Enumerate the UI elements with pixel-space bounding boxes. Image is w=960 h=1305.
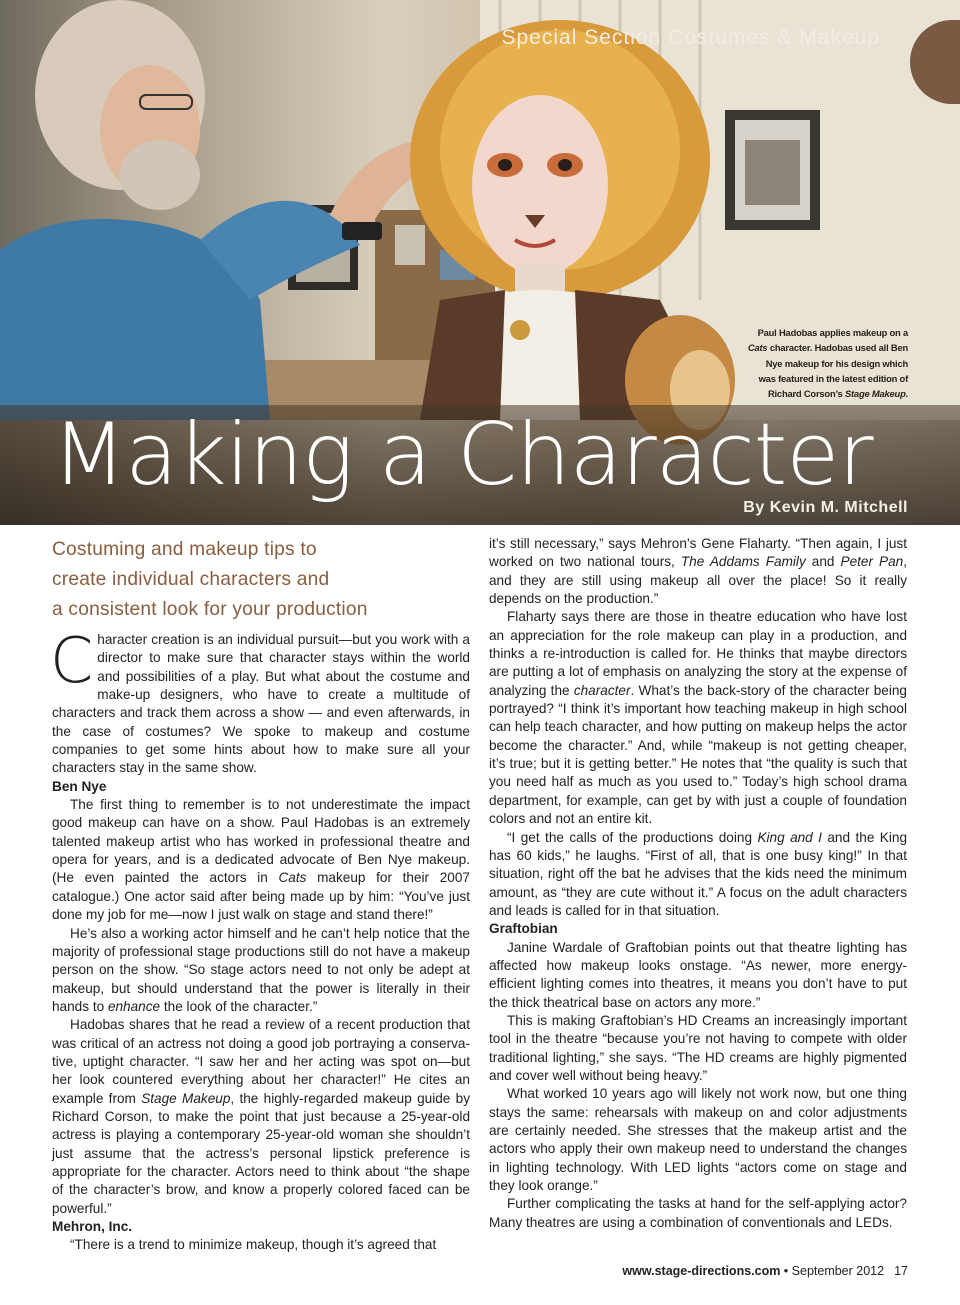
page-number: 17 <box>894 1264 908 1278</box>
subhead-mehron: Mehron, Inc. <box>52 1219 133 1234</box>
paragraph: The first thing to remember is to not underestimate the impact good makeup can have on a show. Paul Hadobas is an extremely talented makeup artist who has worked in professional theatre and opera for years, and is a dedicated advocate of Ben Nye makeup. (He even painted the actors in Cats makeup for their 2007 catalogue.) One actor said after being made up by him: “You’ve just done my job for me—now I just walk on stage and stand there!” <box>52 797 470 923</box>
subhead-graftobian: Graftobian <box>489 921 558 937</box>
paragraph: “There is a trend to minimize makeup, though it’s agreed that <box>70 1237 437 1253</box>
paragraph: What worked 10 years ago will likely not work now, but one thing stays the same: rehearsals with makeup on and color adjustments are certainly needed. She stresses that the makeup artist and the actors who apply their own makeup need to understand the changes in lighting technology. With LED lights “actors come on stage and they look orange.” <box>489 1086 907 1194</box>
left-column <box>52 535 470 1255</box>
deck: Costuming and makeup tips to create individual characters and a consistent look for your production <box>52 539 368 620</box>
paragraph: “I get the calls of the productions doing King and I and the King has 60 kids,” he laughs. “First of all, that is one busy king!” In that situation, right off the bat he advises that the kids need the minimum amount, as “they are cute without it.” A focus on the adult characters and leads is called for in that situation. <box>489 829 908 918</box>
subhead-ben-nye: Ben Nye <box>52 778 107 794</box>
paragraph: He’s also a working actor himself and he can’t help notice that the majority of professional stage productions still do not have a makeup person on the show. “So stage actors need to not only be adept at makeup, but should understand that the power is literally in their hands to enhance the look of the character.” <box>52 925 470 1014</box>
paragraph: This is making Graftobian’s HD Creams an increasingly important tool in the theatre “because you’re not having to compete with older traditional lighting,” she says. “The HD creams are highly pigmented and cover well without being heavy.” <box>489 1012 907 1083</box>
footer-date: September 2012 <box>791 1264 885 1278</box>
hero-photo <box>0 0 960 525</box>
drop-cap: C <box>50 624 94 697</box>
byline: By Kevin M. Mitchell <box>743 499 908 516</box>
right-column <box>489 535 907 1232</box>
paragraph: Janine Wardale of Graftobian points out that theatre lighting has affected how makeup looks onstage. “As newer, more energy-efficient lighting comes into theatres, it means you don’t have to put the thick theatrical base on actors any more.” <box>489 939 907 1010</box>
paragraph: it’s still necessary,” says Mehron’s Gene Flaharty. “Then again, I just worked on two national tours, The Addams Family and Peter Pan, and they are still using makeup all over the place! So it really depends on the production.” <box>489 536 907 607</box>
paragraph: Hadobas shares that he read a review of a recent production that was critical of an actress not doing a good job portraying a conserva-tive, uptight character. “I saw her and her acting was spot on—but her look countered everything about her character!” He cites an example from Stage Makeup, the highly-regarded makeup guide by Richard Corson, to make the point that just because a 25-year-old actress is playing a contemporary 25-year-old woman she shouldn’t just assume that the actress’s personal lipstick preference is appropriate for the character. Actors need to think about “the shape of the character’s brow, and know a properly colored faced can be powerful.” <box>52 1017 471 1216</box>
page-footer: www.stage-directions.com • September 2012 17 <box>622 1264 908 1278</box>
section-label: Special Section Costumes & Makeup <box>501 26 880 49</box>
photo-caption: Paul Hadobas applies makeup on a Cats character. Hadobas used all Ben Nye makeup for his design which was featured in the latest edition of Richard Corson’s Stage Makeup. <box>747 327 908 400</box>
footer-url[interactable]: www.stage-directions.com <box>622 1264 781 1278</box>
paragraph: Flaharty says there are those in theatre education who have lost an appreciation for the role makeup can play in a production, and thinks a re-introduction is called for. He thinks that maybe directors are putting a lot of emphasis on analyzing the story at the expense of analyzing the character. What’s the back-story of the character being portrayed? “I think it’s important how teaching makeup in high school can help teach character, and how putting on makeup helps the actor become the character.” And, while “makeup is not getting cheaper, it’s true; but it is getting better.” He notes that “the quality is such that you need half as much as you used to.” Today’s high school drama department, for example, can get by with just a couple of foundation colors and not an entire kit. <box>489 609 907 827</box>
intro-paragraph: Character creation is an individual pursuit—but you work with a director to make sure that character stays within the world and possibilities of a play. But what about the costume and make-up designers, who have to create a multitude of characters and track them across a show — and even afterwards, in the case of costumes? We spoke to makeup and costume companies to get some hints about how to make sure all your characters stay in the same show. <box>50 624 470 776</box>
article-headline: Making a Character <box>52 405 873 505</box>
paragraph: Further complicating the tasks at hand for the self-applying actor? Many theatres are using a combination of conventionals and LEDs. <box>489 1196 907 1230</box>
